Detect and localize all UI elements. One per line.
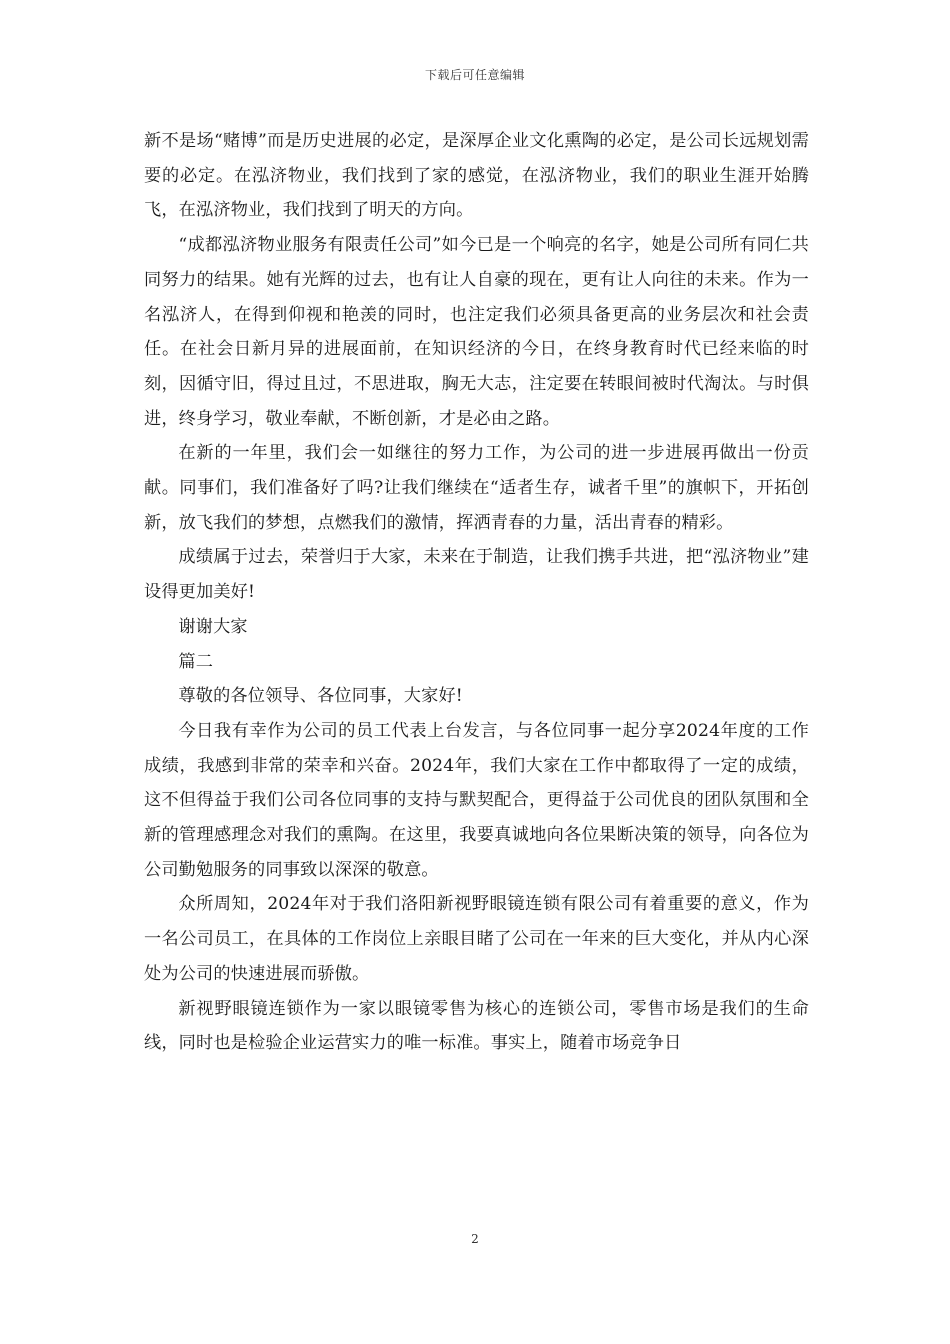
paragraph-significance: 众所周知，2024年对于我们洛阳新视野眼镜连锁有限公司有着重要的意义，作为一名公司员工，在具体的工作岗位上亲眼目睹了公司在一年来的巨大变化，并从内心深处为公司的快速进展而骄傲。 [144, 894, 809, 984]
paragraph-retail: 新视野眼镜连锁作为一家以眼镜零售为核心的连锁公司，零售市场是我们的生命线，同时也是检验企业运营实力的唯一标准。事实上，随着市场竞争日 [144, 998, 809, 1054]
paragraph-achievements: 成绩属于过去，荣誉归于大家，未来在于制造，让我们携手共进，把“泓济物业”建设得更加美好! [144, 547, 809, 603]
paragraph-new-year: 在新的一年里，我们会一如继往的努力工作，为公司的进一步进展再做出一份贡献。同事们，我们准备好了吗?让我们继续在“适者生存，诚者千里”的旗帜下，开拓创新，放飞我们的梦想，点燃我们的激情，挥洒青春的力量，活出青春的精彩。 [144, 443, 809, 533]
paragraph-greeting: 尊敬的各位领导、各位同事，大家好! [178, 686, 463, 707]
paragraph-employee-speech: 今日我有幸作为公司的员工代表上台发言，与各位同事一起分享2024年度的工作成绩，我感到非常的荣幸和兴奋。2024年，我们大家在工作中都取得了一定的成绩，这不但得益于我们公司各位同事的支持与默契配合，更得益于公司优良的团队氛围和全新的管理感理念对我们的熏陶。在这里，我要真诚地向各位果断决策的领导，向各位为公司勤勉服务的同事致以深深的敬意。 [144, 720, 809, 880]
section-heading-part-two: 篇二 [178, 651, 214, 672]
paragraph-company-name: “成都泓济物业服务有限责任公司”如今已是一个响亮的名字，她是公司所有同仁共同努力的结果。她有光辉的过去，也有让人自豪的现在，更有让人向往的未来。作为一名泓济人，在得到仰视和艳羡的同时，也注定我们必须具备更高的业务层次和社会责任。在社会日新月异的进展面前，在知识经济的今日，在终身教育时代已经来临的时刻，因循守旧，得过且过，不思进取，胸无大志，注定要在转眼间被时代淘汰。与时俱进，终身学习，敬业奉献，不断创新，才是必由之路。 [144, 235, 809, 429]
paragraph-continuation: 新不是场“赌博”而是历史进展的必定，是深厚企业文化熏陶的必定，是公司长远规划需要的必定。在泓济物业，我们找到了家的感觉，在泓济物业，我们的职业生涯开始腾飞，在泓济物业，我们找到了明天的方向。 [144, 131, 809, 221]
paragraph-thanks: 谢谢大家 [178, 616, 248, 637]
page-number: 2 [471, 1232, 479, 1246]
page-header: 下载后可任意编辑 [424, 68, 525, 82]
document-body [144, 124, 809, 1061]
